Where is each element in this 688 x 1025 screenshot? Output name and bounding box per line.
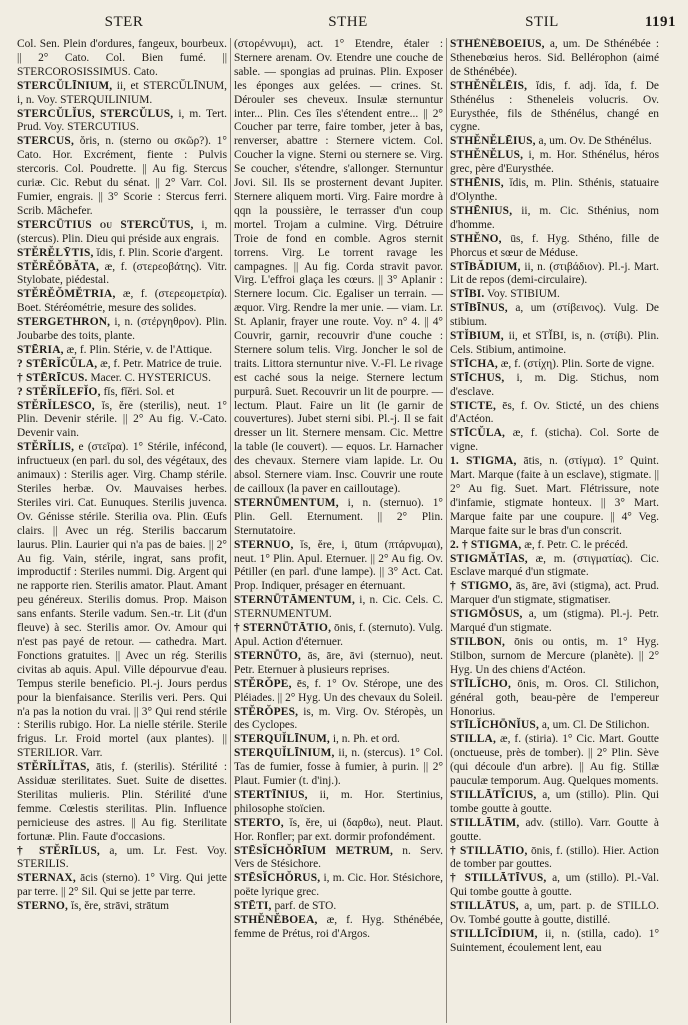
- entry-headword: STĔRĔLȲTIS,: [17, 246, 94, 259]
- entry-headword: 1. STIGMA,: [450, 455, 517, 468]
- entry-definition: æ, f. (στίχη). Plin. Sorte de vigne.: [500, 357, 655, 370]
- entry-headword: STERCŬLĪNIUM,: [17, 79, 113, 92]
- dictionary-entry: [234, 900, 443, 914]
- entry-headword: STERQUĬLĪNIUM,: [234, 747, 335, 760]
- entry-definition: æ, f. (stiria). 1° Cic. Mart. Goutte (onctueuse, près de tomber). || 2° Plin. Sève (qui découle d'un arbre). || Au fig. Stillæ pauculæ temporum. Aug. Quelques moments.: [450, 733, 659, 788]
- entry-headword: STHĔNĔLĒIS,: [450, 79, 528, 92]
- entry-definition: ŏris, n. (sterno ou σκῶρ?). 1° Cato. Hor. Excrément, fiente : Pulvis stercoris. Col. Poudrette. || Au fig. Stercus curiæ. Cic. Rebut du sénat. || 2° Varr. Col. Fumier, engrais. || 3° Scorie : Stercus ferri. Scrib. Mâchefer.: [17, 135, 227, 217]
- dictionary-entry: [450, 539, 659, 553]
- dictionary-entry: [450, 455, 659, 538]
- entry-definition: æ, f. (στερεοβάτης). Vitr. Stylobate, piédestal.: [17, 260, 227, 287]
- dictionary-entry: [17, 441, 227, 761]
- column-left: [14, 38, 230, 1023]
- entry-headword: STERNO,: [17, 900, 69, 913]
- dictionary-entry: [234, 789, 443, 817]
- dictionary-entry: [234, 914, 443, 942]
- entry-headword: STERTO,: [234, 816, 284, 829]
- entry-headword: STILLĀTIM,: [450, 816, 520, 829]
- text-columns: [14, 38, 678, 1023]
- entry-definition: adv. (stillo). Varr. Goutte à goutte.: [450, 816, 659, 843]
- dictionary-entry: [450, 719, 659, 733]
- dictionary-entry: [234, 678, 443, 706]
- entry-definition: ācis (sterno). 1° Virg. Qui jette par terre. || 2° Sil. Qui se jette par terre.: [17, 872, 227, 899]
- entry-definition: Macer. C. HYSTERICUS.: [90, 371, 211, 384]
- entry-headword: STĒSĬCHŎRĪUM METRUM,: [234, 844, 394, 857]
- dictionary-entry: [450, 789, 659, 817]
- entry-headword: STĒRIA,: [17, 343, 64, 356]
- entry-headword: † STĔRĪLUS,: [17, 844, 100, 857]
- entry-headword: STERCUS,: [17, 135, 74, 148]
- entry-definition: ii, m. Cic. Sthénius, nom d'homme.: [450, 204, 659, 231]
- entry-headword: STĔRĬLĬTAS,: [17, 761, 90, 774]
- entry-definition: i, m. Cic. Hor. Stésichore, poëte lyrique grec.: [234, 872, 443, 899]
- entry-headword: STĪBĂDIUM,: [450, 260, 521, 273]
- dictionary-entry: [450, 358, 659, 372]
- dictionary-entry: [17, 219, 227, 247]
- entry-definition: i, m. Dig. Stichus, nom d'esclave.: [450, 371, 659, 398]
- running-header: [14, 14, 678, 34]
- entry-headword: STHĔNĔBOEA,: [234, 914, 318, 927]
- entry-definition: a, um. Cl. De Stilichon.: [541, 719, 650, 732]
- entry-definition: æ, f. Hyg. Sthénébée, femme de Prétus, roi d'Argos.: [234, 914, 443, 940]
- entry-definition: ēs, f. Ov. Sticté, un des chiens d'Actéon.: [450, 399, 659, 426]
- entry-headword: STĪCHUS,: [450, 371, 505, 384]
- entry-headword: STĪCŬLA,: [450, 427, 506, 440]
- dictionary-entry: [450, 427, 659, 455]
- entry-headword: STĒSĬCHŎRUS,: [234, 872, 321, 885]
- entry-definition: æ, f. Plin. Stérie, v. de l'Attique.: [66, 343, 213, 356]
- dictionary-entry: [450, 678, 659, 720]
- column-middle: [230, 38, 446, 1023]
- entry-definition: æ, f. Petr. Matrice de truie.: [100, 357, 222, 370]
- dictionary-entry: [450, 177, 659, 205]
- dictionary-entry: [234, 733, 443, 747]
- entry-headword: † STĒRĪCUS.: [17, 371, 88, 384]
- entry-headword: 2. † STIGMA,: [450, 538, 522, 551]
- entry-definition: Voy. STIBIUM.: [487, 288, 560, 301]
- dictionary-entry: [450, 608, 659, 636]
- dictionary-entry: [17, 372, 227, 386]
- entry-definition: ūs, f. Hyg. Sthéno, fille de Phorcus et sœur de Méduse.: [450, 232, 659, 259]
- entry-headword: † STERNŪTĀTIO,: [234, 622, 332, 635]
- dictionary-entry: [17, 386, 227, 400]
- entry-headword: STILLĀTUS,: [450, 900, 519, 913]
- entry-headword: STERGETHRON,: [17, 316, 111, 329]
- entry-definition: parf. de STO.: [274, 900, 337, 913]
- entry-headword: STILLĪCĬDIUM,: [450, 928, 538, 940]
- dictionary-entry: [17, 400, 227, 442]
- entry-definition: ii, n. (στιβάδιον). Pl.-j. Mart. Lit de repos (demi-circulaire).: [450, 260, 659, 287]
- entry-definition: a, um. De Sthénébée : Sthenebœius heros. Sid. Bellérophon (aimé de Sthénébée).: [450, 38, 660, 78]
- entry-definition: ātis, f. (sterilis). Stérilité : Assiduæ sterilitates. Suet. Suite de disettes. Sterilitas mulieris. Plin. Stérilité d'une femme. Cœlestis sterilitas. Plin. Influence pernicieuse des astres. || Au fig. Sterilitate fortunæ. Plin. Faute d'occasions.: [17, 761, 227, 843]
- dictionary-entry: [17, 872, 227, 900]
- dictionary-entry: [450, 205, 659, 233]
- dictionary-entry: [450, 928, 659, 956]
- entry-definition: ās, āre, āvi (sternuo), neut. Petr. Eternuer à plusieurs reprises.: [234, 649, 443, 676]
- entry-definition: n. Serv. Vers de Stésichore.: [234, 844, 443, 871]
- entry-headword: STICTE,: [450, 399, 497, 412]
- entry-definition: a, um. Lr. Fest. Voy. STERILIS.: [17, 844, 227, 871]
- entry-definition: ēs, f. 1° Ov. Stérope, une des Pléiades. || 2° Hyg. Un des chevaux du Soleil.: [234, 677, 443, 704]
- entry-headword: STHĔNĔLĒIUS,: [450, 135, 536, 148]
- entry-definition: ii, n. (stercus). 1° Col. Tas de fumier, fosse à fumier, à purin. || 2° Plaut. Fumier (t. d'inj.).: [234, 747, 443, 788]
- entry-definition: ōnis, f. (stillo). Hier. Action de tomber par gouttes.: [450, 844, 659, 871]
- entry-definition: i, n. (στέργηθρον). Plin. Joubarbe des toits, plante.: [17, 316, 227, 343]
- dictionary-entry: [17, 845, 227, 873]
- dictionary-entry: [17, 261, 227, 289]
- entry-definition: Col. Sen. Plein d'ordures, fangeux, bourbeux. || 2° Cato. Col. Bien fumé. || STERCOROSISSIMUS. Cato.: [17, 38, 227, 78]
- entry-headword: STILBON,: [450, 635, 506, 648]
- entry-definition: ĭs, ĕre, strāvi, strātum: [70, 900, 170, 913]
- dictionary-entry: [450, 636, 659, 678]
- dictionary-entry: [17, 316, 227, 344]
- page-number: 1191: [644, 14, 676, 30]
- entry-headword: † STILLĀTĪVUS,: [450, 872, 547, 885]
- entry-definition: a, um. Ov. De Sthénélus.: [538, 135, 652, 148]
- dictionary-entry: [450, 302, 659, 330]
- entry-definition: a, um (στίβεινος). Vulg. De stibium.: [450, 302, 659, 329]
- entry-headword: STĔRŎPE,: [234, 677, 292, 690]
- entry-headword: STERTĪNIUS,: [234, 788, 308, 801]
- dictionary-entry: [17, 761, 227, 844]
- dictionary-entry: [234, 539, 443, 595]
- dictionary-entry: [234, 706, 443, 734]
- entry-definition: æ, f. (sticha). Col. Sorte de vigne.: [450, 427, 659, 454]
- entry-definition: ĭs, ĕre (sterilis), neut. 1° Plin. Devenir stérile. || 2° Au fig. V.-Cato. Devenir vain.: [17, 399, 227, 440]
- dictionary-entry: [450, 733, 659, 789]
- entry-definition: æ, m. (στιγματίας). Cic. Esclave marqué d'un stigmate.: [450, 552, 659, 579]
- entry-headword: STILLĀTĬCIUS,: [450, 788, 537, 801]
- entry-headword: ? STĔRĬLEFĬO,: [17, 385, 101, 398]
- entry-headword: STĪCHA,: [450, 357, 498, 370]
- entry-definition: ĭdis, f. Plin. Scorie d'argent.: [96, 246, 223, 259]
- dictionary-entry: [450, 330, 659, 358]
- entry-definition: fĭs, fĭĕri. Sol. et: [103, 385, 175, 398]
- dictionary-entry: [450, 135, 659, 149]
- entry-headword: STĔRŎPES,: [234, 705, 299, 718]
- entry-headword: STHĒNIS,: [450, 177, 504, 190]
- entry-headword: STERNŪTO,: [234, 649, 302, 662]
- dictionary-entry: [234, 594, 443, 622]
- dictionary-entry: [17, 288, 227, 316]
- entry-headword: STERNAX,: [17, 872, 76, 885]
- dictionary-entry: [450, 817, 659, 845]
- entry-headword: STĒTI,: [234, 900, 272, 913]
- entry-headword: STĬBIUM,: [450, 330, 504, 343]
- dictionary-entry: [234, 497, 443, 539]
- entry-definition: ĭs, ĕre, ui (δαρθω), neut. Plaut. Hor. Ronfler; par ext. dormir profondément.: [234, 816, 443, 843]
- entry-headword: STHĔNĔLUS,: [450, 149, 524, 162]
- entry-definition: ĭdis, m. Plin. Sthénis, statuaire d'Olynthe.: [450, 177, 659, 203]
- entry-definition: ĭdis, f. adj. ĭda, f. De Sthénélus : Stheneleis volucris. Ov. Eurysthée, fils de Sthénélus, changé en cygne.: [450, 79, 659, 134]
- dictionary-entry: [17, 344, 227, 358]
- dictionary-entry: [450, 149, 659, 177]
- entry-definition: ĭs, ĕre, i, ūtum (πτάρνυμαι), neut. 1° Plin. Apul. Eternuer. || 2° Au fig. Ov. Pétiller (en parl. d'une lampe). || 3° Act. Cat. Prop. Indiquer, présager en éternuant.: [234, 538, 443, 593]
- entry-headword: ? STĒRĬCŬLA,: [17, 357, 98, 370]
- dictionary-entry: [450, 233, 659, 261]
- dictionary-entry: [17, 38, 227, 80]
- entry-headword: STILLA,: [450, 733, 497, 746]
- header-middle-guideword: STHE: [328, 14, 368, 30]
- entry-definition: e (στεῖρα). 1° Stérile, infécond, infructueux (en parl. du sol, des végétaux, des animaux) : Sterilis ager. Virg. Champ stérile. Steriles herbæ. Ov. Mauvaises herbes. Steriles viri. Cat. Eunuques. Sterilis juvenca. Ov. Génisse stérile. Sterilia ova. Plin. Œufs clairs. || Avec un rég. Sterilis baccarum laurus. Plin. Laurier qui n'a pas de baies. || 2° Au fig. Vain, stérile, ingrat, sans profit, improductif : Steriles nummi. Dig. Argent qui ne rapporte rien. Sterilis amator. Plaut. Amant peu généreux. Sterilis domus. Prop. Maison sans enfants. Sterile vadum. Sen.-tr. Lit (d'un fleuve) à sec. Sterilis amor. Ov. Amour qui n'est pas payé de retour. — cathedra. Mart. Fonctions gratuites. || Avec un rég. Sterilis civitas ab aquis. Apul. Ville dépourvue d'eau. Tempus sterile beneficio. Pl.-j. Jours perdus pour la bienfaisance. Sterilis veri. Pers. Qui n'a pas la notion du vrai. || 3° Qui rend stérile : Sterilis rubigo. Hor. La nielle stérile. Sterile frigus. Lr. Froid mortel (aux plantes). || STERILIOR. Varr.: [17, 441, 227, 760]
- entry-definition: ōnis, m. Oros. Cl. Stilichon, général goth, beau-père de l'empereur Honorius.: [450, 677, 659, 718]
- dictionary-entry: [234, 38, 443, 497]
- dictionary-entry: [17, 80, 227, 108]
- dictionary-entry: [234, 622, 443, 650]
- dictionary-entry: [234, 747, 443, 789]
- dictionary-entry: [450, 80, 659, 136]
- entry-definition: a, um (stillo). Pl.-Val. Qui tombe goutte à goutte.: [450, 872, 659, 899]
- entry-definition: ii, n. (stilla, cado). 1° Suintement, écoulement lent, eau: [450, 928, 659, 954]
- entry-headword: STĔRĬLESCO,: [17, 399, 95, 412]
- dictionary-entry: [234, 650, 443, 678]
- entry-definition: i, m. Hor. Sthénélus, héros grec, père d'Eurysthée.: [450, 149, 659, 176]
- entry-definition: ōnis, f. (sternuto). Vulg. Apul. Action d'éternuer.: [234, 622, 443, 648]
- entry-headword: † STILLĀTIO,: [450, 844, 528, 857]
- entry-definition: is, m. Virg. Ov. Stéropès, un des Cyclopes.: [234, 705, 443, 732]
- entry-definition: i, m. (stercus). Plin. Dieu qui préside aux engrais.: [17, 218, 227, 245]
- dictionary-entry: [17, 900, 227, 914]
- entry-headword: STHĔNĔBOEIUS,: [450, 38, 545, 50]
- entry-headword: STERQUĬLĪNUM,: [234, 733, 330, 746]
- entry-headword: STĪLĬCHŌNĬUS,: [450, 719, 540, 732]
- entry-definition: i, n. Cic. Cels. C. STERNUMENTUM.: [234, 594, 443, 621]
- entry-headword: STĔRĬLIS,: [17, 441, 75, 454]
- entry-headword: STHĔNO,: [450, 232, 502, 245]
- entry-headword: STERCŪTIUS ou STERCŬTUS,: [17, 218, 194, 231]
- dictionary-entry: [450, 845, 659, 873]
- entry-definition: a, um (stillo). Plin. Qui tombe goutte à goutte.: [450, 788, 659, 815]
- entry-headword: STERNŪMENTUM,: [234, 496, 339, 509]
- dictionary-entry: [17, 108, 227, 136]
- entry-definition: ōnis ou ontis, m. 1° Hyg. Stilbon, surnom de Mercure (planète). || 2° Hyg. Un des chiens d'Actéon.: [450, 635, 659, 676]
- dictionary-entry: [450, 288, 659, 302]
- dictionary-entry: [234, 872, 443, 900]
- header-right-guideword: STIL: [525, 14, 559, 30]
- dictionary-entry: [450, 261, 659, 289]
- dictionary-entry: [234, 845, 443, 873]
- entry-definition: (στορέννυμι), act. 1° Etendre, étaler : Sternere arenam. Ov. Etendre une couche de sable. — spongias ad pruinas. Plin. Exposer les éponges aux gelées. — crines. St. Dérouler ses cheveux. Insulæ sternuntur inter... Plin. Ces îles s'étendent entre... || 2° Coucher par terre, faire tomber, jeter à bas, renverser, abattre : Sternere victem. Col. Coucher la vigne. Sterni ou sternere se. Virg. Se coucher, s'étendre, s'allonger. Sternuntur Jovi. Sil. Ils se prosternent devant Jupiter. Sternere aliquem morti. Virg. Faire mordre à qqn la poussière, le terrasser d'un coup mortel. Trojam a culmine. Virg. Détruire Troie de fond en comble. Agros sternit torrens. Virg. Le torrent ravage les campagnes. || Au fig. Corda stravit pavor. Virg. L'effroi glaça les cœurs. || 3° Aplanir : Sternere locum. Cic. Egaliser un terrain. — æquor. Virg. Rendre la mer unie. — viam. Lr. St. Aplanir, frayer une route. Voy. n° 4. || 4° Couvrir, garnir, recouvrir d'une couche : Sternere solum telis. Virg. Joncher le sol de traits. Littora sternuntur nive. V.-Fl. Le rivage est caché sous la neige. Sternere lectum purpurâ. Suet. Recouvrir un lit de pourpre. — lectum. Plaut. Faire un lit (le garnir de couvertures). Jubet sterni sibi. Pl.-j. Il se fait dresser un lit. Sternere mensam. Cic. Mettre la table (le couvert). — equos. Lr. Harnacher des chevaux. Sternere viam lapide. Lr. Ou absol. Sternere viam. Insc. Couvrir une route de cailloux (la paver en cailloutage).: [234, 38, 443, 495]
- entry-definition: æ, f. (στερεομετρία). Boet. Stéréométrie, mesure des solides.: [17, 288, 227, 315]
- entry-headword: STĪLĬCHO,: [450, 677, 511, 690]
- entry-headword: † STIGMO,: [450, 580, 512, 593]
- dictionary-entry: [450, 372, 659, 400]
- header-left-guideword: STER: [104, 14, 144, 30]
- dictionary-entry: [450, 872, 659, 900]
- entry-definition: ii, et STĬBI, is, n. (στίβι). Plin. Cels. Stibium, antimoine.: [450, 330, 659, 356]
- entry-headword: STĪBĪNUS,: [450, 302, 508, 315]
- entry-definition: a, um, part. p. de STILLO. Ov. Tombé goutte à goutte, distillé.: [450, 900, 659, 927]
- entry-definition: ātis, n. (στίγμα). 1° Quint. Mart. Marque (faite à un esclave), stigmate. || 2° Au fig. Suet. Mart. Flétrissure, note d'infamie, stigmate honteux. || 3° Mart. Marque faite par une coupure. || 4° Veg. Marque faite sur le bras d'un conscrit.: [450, 455, 659, 537]
- dictionary-entry: [450, 38, 659, 80]
- entry-definition: æ, f. Petr. C. le précéd.: [524, 538, 629, 551]
- entry-definition: i, n. Ph. et ord.: [332, 733, 400, 746]
- dictionary-entry: [450, 580, 659, 608]
- entry-definition: ii, et STERCŬLĪNUM, i, n. Voy. STERQUILINIUM.: [17, 79, 227, 106]
- entry-definition: i, n. (sternuo). 1° Plin. Gell. Eternument. || 2° Plin. Sternutatoire.: [234, 496, 443, 537]
- dictionary-entry: [450, 900, 659, 928]
- entry-headword: STERCŬLĬUS, STERCŬLUS,: [17, 107, 174, 120]
- dictionary-entry: [17, 247, 227, 261]
- dictionary-entry: [234, 817, 443, 845]
- column-right: [446, 38, 662, 1023]
- entry-headword: STERNUO,: [234, 538, 294, 551]
- entry-headword: STHĒNIUS,: [450, 204, 513, 217]
- dictionary-entry: [17, 135, 227, 218]
- entry-headword: STIGMĂTĪAS,: [450, 552, 528, 565]
- entry-headword: STĔRĔŎBĂTA,: [17, 260, 100, 273]
- entry-headword: STĪBI.: [450, 288, 485, 301]
- dictionary-entry: [17, 358, 227, 372]
- entry-definition: a, um (stigma). Pl.-j. Petr. Marqué d'un stigmate.: [450, 608, 659, 635]
- entry-definition: ās, āre, āvi (stigma), act. Prud. Marquer d'un stigmate, stigmatiser.: [450, 580, 659, 607]
- dictionary-entry: [450, 553, 659, 581]
- entry-headword: STIGMŌSUS,: [450, 608, 523, 621]
- entry-definition: i, m. Tert. Prud. Voy. STERCUTIUS.: [17, 107, 227, 134]
- entry-headword: STĔRĔŎMĔTRIA,: [17, 288, 116, 301]
- entry-headword: STERNŪTĀMENTUM,: [234, 594, 356, 607]
- entry-definition: ii, m. Hor. Stertinius, philosophe stoïcien.: [234, 788, 443, 815]
- dictionary-entry: [450, 400, 659, 428]
